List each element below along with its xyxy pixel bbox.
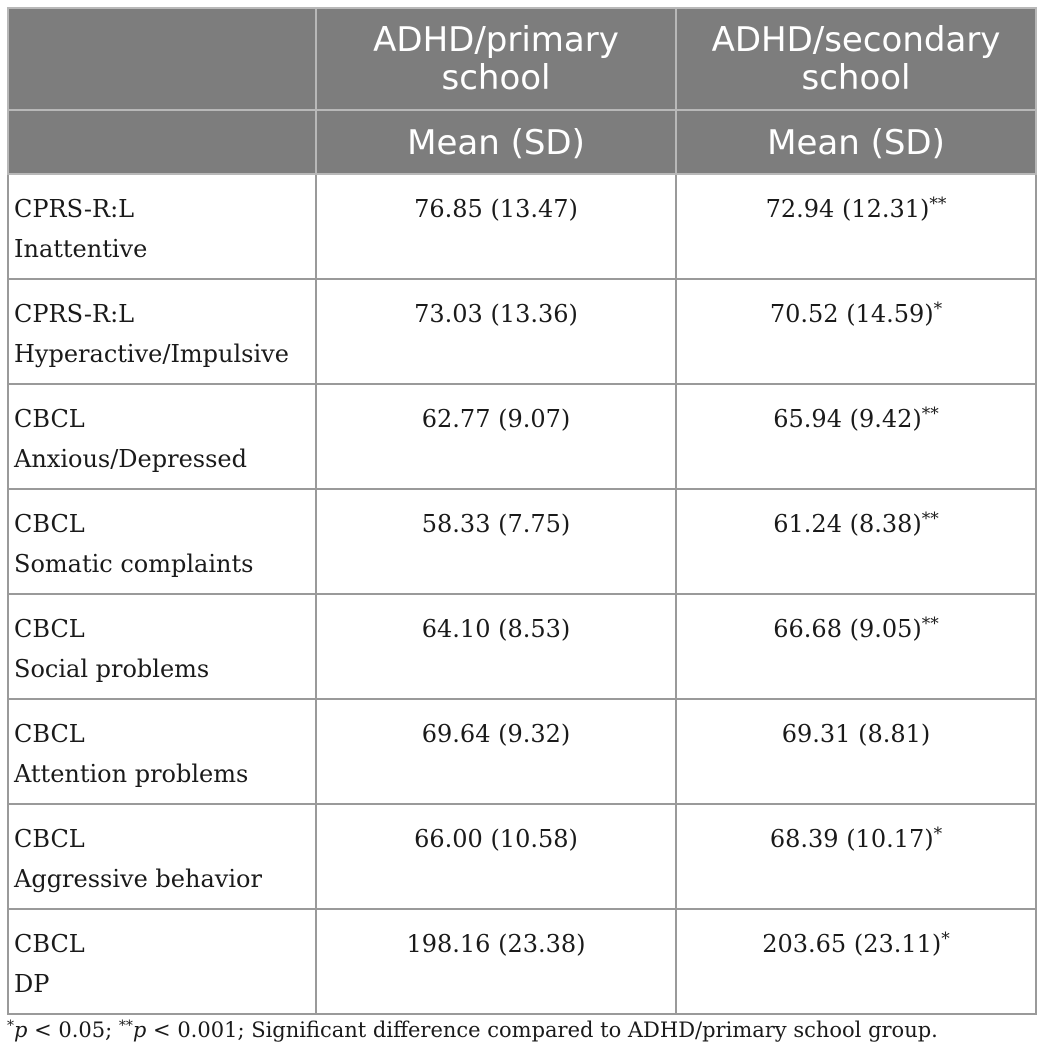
header-secondary-line1: ADHD/secondary [711,20,1001,60]
table-body [8,174,1036,1014]
table-row [8,909,1036,1014]
row-label-cell [8,699,316,804]
row-label-cell [8,804,316,909]
primary-school-value: 73.03 (13.36) [414,300,578,328]
row-label-cell [8,594,316,699]
significance-marker: ** [921,404,939,424]
header-secondary-line2: school [801,58,911,98]
row-label-scale: CBCL [14,825,85,853]
results-table-container [7,7,1035,1015]
row-label-measure: Anxious/Depressed [14,445,247,473]
footnote-text-2: < 0.001; Significant difference compared to ADHD/primary school group. [146,1018,938,1042]
row-label-scale: CBCL [14,720,85,748]
table-row [8,174,1036,279]
header-primary-school [316,8,676,110]
row-label-scale: CPRS-R:L [14,300,135,328]
significance-marker: ** [921,509,939,529]
primary-school-value-cell [316,489,676,594]
row-label-cell [8,489,316,594]
secondary-school-value: 70.52 (14.59) [769,300,934,328]
secondary-school-value: 65.94 (9.42) [773,405,922,433]
secondary-school-value: 68.39 (10.17) [769,825,934,853]
secondary-school-value-cell [676,804,1036,909]
table-footnote [7,1018,938,1042]
row-label-cell [8,384,316,489]
row-label-cell [8,909,316,1014]
primary-school-value-cell [316,909,676,1014]
primary-school-value: 64.10 (8.53) [421,615,571,643]
row-label-scale: CBCL [14,405,85,433]
row-label-measure: Attention problems [14,760,249,788]
secondary-school-value-cell [676,279,1036,384]
row-label-scale: CBCL [14,615,85,643]
footnote-p-symbol-1: p [14,1018,28,1042]
primary-school-value: 58.33 (7.75) [421,510,571,538]
secondary-school-value: 203.65 (23.11) [762,930,942,958]
significance-marker: ** [929,194,947,214]
table-row [8,384,1036,489]
header-primary-mean-sd [316,110,676,174]
row-label-scale: CBCL [14,510,85,538]
row-label-measure: Inattentive [14,235,148,263]
table-row [8,489,1036,594]
row-label-cell [8,279,316,384]
header-stat-empty-cell [8,110,316,174]
header-secondary-school [676,8,1036,110]
primary-school-value: 76.85 (13.47) [414,195,578,223]
primary-school-value-cell [316,384,676,489]
table-row [8,279,1036,384]
secondary-school-value-cell [676,384,1036,489]
row-label-cell [8,174,316,279]
significance-marker: * [941,929,950,949]
header-row-groups [8,8,1036,110]
footnote-text-1: < 0.05; [27,1018,119,1042]
footnote-p-symbol-2: p [132,1018,147,1042]
header-primary-mean-sd-label: Mean (SD) [407,123,585,163]
primary-school-value-cell [316,594,676,699]
row-label-measure: Aggressive behavior [14,865,262,893]
primary-school-value: 62.77 (9.07) [421,405,571,433]
secondary-school-value: 72.94 (12.31) [765,195,930,223]
primary-school-value-cell [316,804,676,909]
footnote-mark-double: ** [118,1018,133,1034]
header-primary-line1: ADHD/primary [373,20,619,60]
secondary-school-value-cell [676,174,1036,279]
table-header [8,8,1036,174]
secondary-school-value-cell [676,489,1036,594]
table-row [8,594,1036,699]
results-table [7,7,1037,1015]
significance-marker: * [933,299,943,319]
secondary-school-value: 66.68 (9.05) [773,615,922,643]
primary-school-value: 198.16 (23.38) [406,930,586,958]
row-label-scale: CPRS-R:L [14,195,135,223]
header-secondary-mean-sd-label: Mean (SD) [767,123,945,163]
primary-school-value-cell [316,174,676,279]
row-label-measure: DP [14,970,50,998]
header-primary-line2: school [441,58,551,98]
primary-school-value: 69.64 (9.32) [421,720,571,748]
row-label-measure: Somatic complaints [14,550,254,578]
table-row [8,699,1036,804]
row-label-measure: Hyperactive/Impulsive [14,340,289,368]
header-row-stats [8,110,1036,174]
footnote-mark-single: * [7,1018,14,1034]
primary-school-value: 66.00 (10.58) [414,825,578,853]
secondary-school-value-cell [676,594,1036,699]
significance-marker: * [933,824,943,844]
secondary-school-value-cell [676,699,1036,804]
primary-school-value-cell [316,279,676,384]
row-label-measure: Social problems [14,655,210,683]
header-secondary-mean-sd [676,110,1036,174]
secondary-school-value: 69.31 (8.81) [781,720,931,748]
primary-school-value-cell [316,699,676,804]
row-label-scale: CBCL [14,930,85,958]
header-empty-cell [8,8,316,110]
secondary-school-value-cell [676,909,1036,1014]
secondary-school-value: 61.24 (8.38) [773,510,922,538]
significance-marker: ** [921,614,939,634]
table-row [8,804,1036,909]
